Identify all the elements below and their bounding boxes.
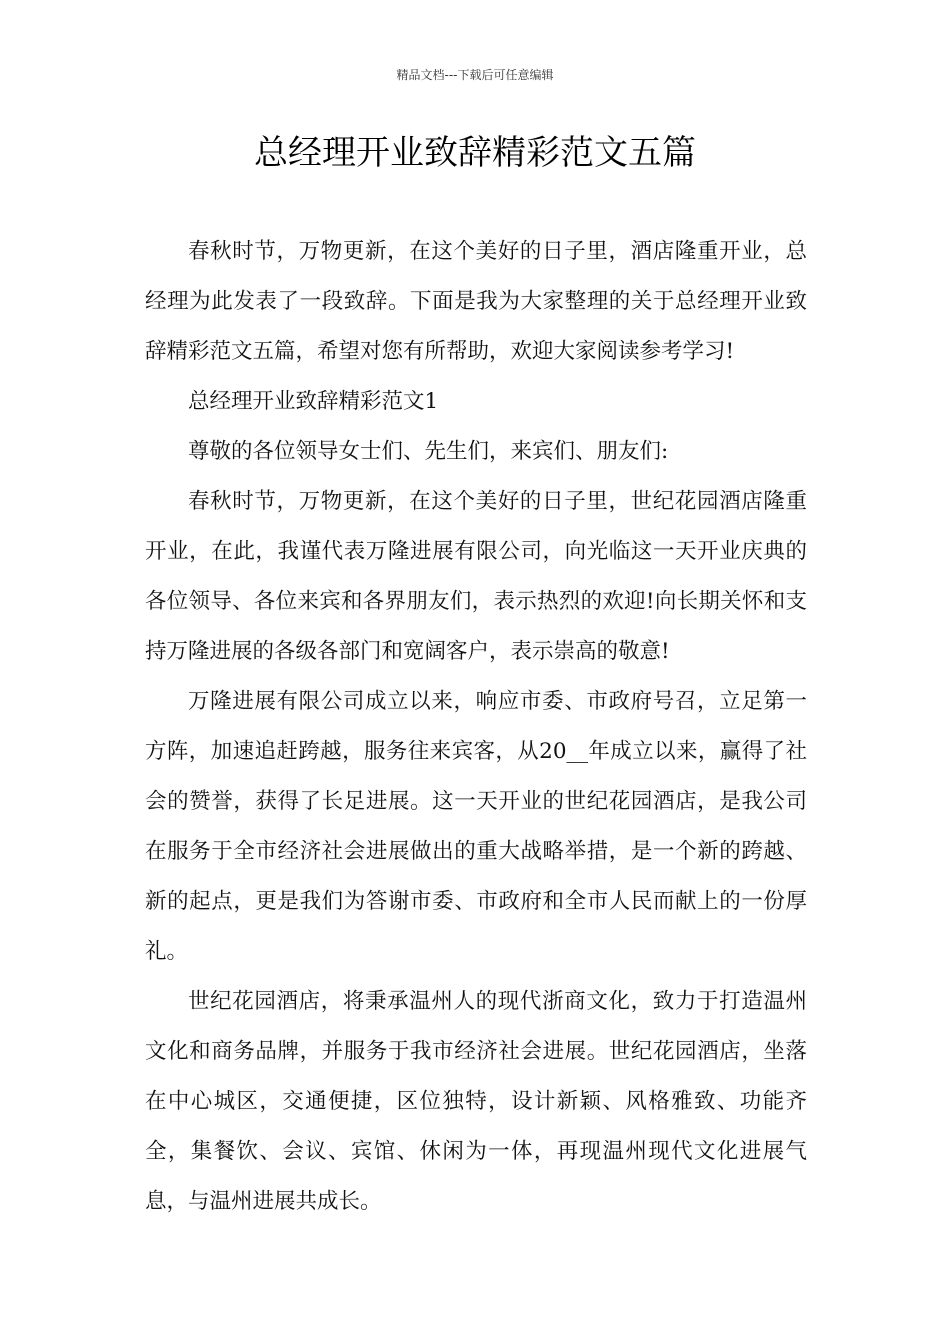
- body-paragraph: 万隆进展有限公司成立以来，响应市委、市政府号召，立足第一方阵，加速追赶跨越，服务往来宾客，从20__年成立以来，赢得了社会的赞誉，获得了长足进展。这一天开业的世纪花园酒店，是我公司在服务于全市经济社会进展做出的重大战略举措，是一个新的跨越、新的起点，更是我们为答谢市委、市政府和全市人民而献上的一份厚礼。: [145, 689, 807, 964]
- body-paragraph: 世纪花园酒店，将秉承温州人的现代浙商文化，致力于打造温州文化和商务品牌，并服务于我市经济社会进展。世纪花园酒店，坐落在中心城区，交通便捷，区位独特，设计新颖、风格雅致、功能齐全，集餐饮、会议、宾馆、休闲为一体，再现温州现代文化进展气息，与温州进展共成长。: [145, 989, 807, 1214]
- document-body: [145, 227, 807, 1227]
- body-paragraph: 春秋时节，万物更新，在这个美好的日子里，世纪花园酒店隆重开业，在此，我谨代表万隆进展有限公司，向光临这一天开业庆典的各位领导、各位来宾和各界朋友们，表示热烈的欢迎!向长期关怀和支持万隆进展的各级各部门和宽阔客户，表示崇高的敬意!: [145, 489, 807, 664]
- salutation-paragraph: 尊敬的各位领导女士们、先生们，来宾们、朋友们:: [188, 439, 669, 464]
- header-note: 精品文档---下载后可任意编辑: [396, 68, 554, 82]
- section-heading: 总经理开业致辞精彩范文1: [188, 389, 439, 414]
- intro-paragraph: 春秋时节，万物更新，在这个美好的日子里，酒店隆重开业，总经理为此发表了一段致辞。下面是我为大家整理的关于总经理开业致辞精彩范文五篇，希望对您有所帮助，欢迎大家阅读参考学习!: [145, 239, 807, 364]
- document-title: 总经理开业致辞精彩范文五篇: [254, 133, 696, 173]
